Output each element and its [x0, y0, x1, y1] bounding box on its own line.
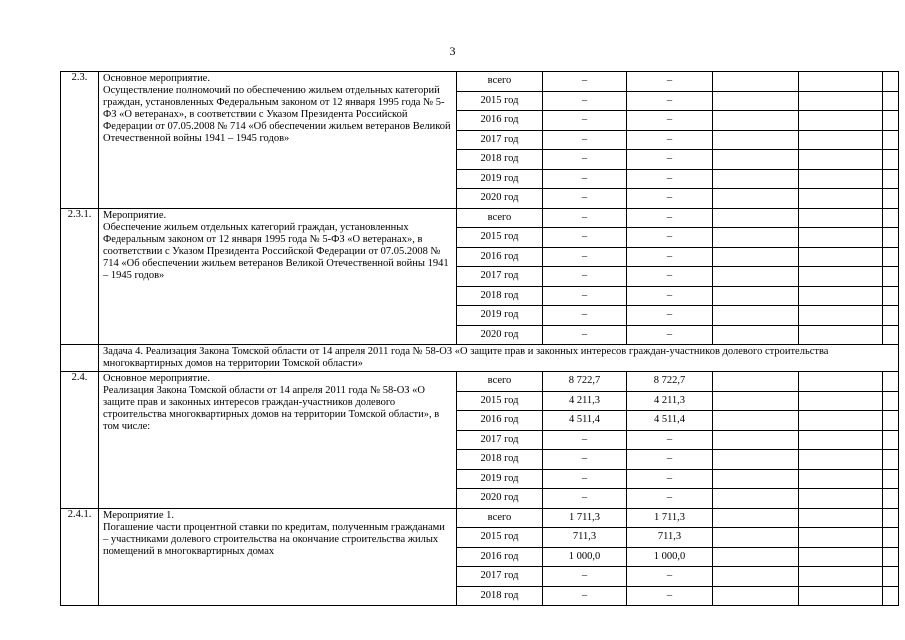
value-total: –: [543, 228, 627, 248]
empty-cell: [713, 91, 799, 111]
empty-cell: [799, 150, 883, 170]
empty-cell: [883, 567, 899, 587]
program-table: [60, 71, 899, 606]
empty-cell: [883, 430, 899, 450]
empty-cell: [799, 91, 883, 111]
table-row: [61, 72, 899, 92]
value-regional: 711,3: [627, 528, 713, 548]
value-regional: –: [627, 469, 713, 489]
value-total: –: [543, 247, 627, 267]
value-total: –: [543, 72, 627, 92]
empty-cell: [799, 586, 883, 606]
year-label: 2018 год: [457, 286, 543, 306]
value-regional: –: [627, 306, 713, 326]
year-label: 2019 год: [457, 306, 543, 326]
item-description: [99, 208, 457, 345]
value-total: 4 211,3: [543, 391, 627, 411]
value-total: –: [543, 189, 627, 209]
value-regional: 1 000,0: [627, 547, 713, 567]
empty-cell: [799, 372, 883, 392]
value-total: –: [543, 111, 627, 131]
value-total: –: [543, 306, 627, 326]
empty-cell: [883, 228, 899, 248]
empty-cell: [799, 306, 883, 326]
empty-cell: [883, 91, 899, 111]
empty-cell: [883, 72, 899, 92]
empty-cell: [883, 189, 899, 209]
empty-cell: [883, 130, 899, 150]
empty-cell: [799, 247, 883, 267]
year-label: 2017 год: [457, 130, 543, 150]
year-label: всего: [457, 72, 543, 92]
empty-cell: [883, 325, 899, 345]
value-total: –: [543, 489, 627, 509]
item-number: 2.3.1.: [61, 208, 99, 345]
empty-cell: [713, 372, 799, 392]
empty-cell: [799, 169, 883, 189]
value-total: 8 722,7: [543, 372, 627, 392]
year-label: 2018 год: [457, 586, 543, 606]
value-total: –: [543, 430, 627, 450]
value-regional: –: [627, 228, 713, 248]
empty-cell: [713, 208, 799, 228]
year-label: 2019 год: [457, 469, 543, 489]
year-label: 2016 год: [457, 411, 543, 431]
item-number: 2.4.1.: [61, 508, 99, 606]
year-label: всего: [457, 208, 543, 228]
empty-cell: [799, 286, 883, 306]
empty-cell: [713, 489, 799, 509]
value-total: –: [543, 586, 627, 606]
empty-cell: [713, 72, 799, 92]
value-regional: 1 711,3: [627, 508, 713, 528]
value-regional: –: [627, 586, 713, 606]
value-regional: –: [627, 169, 713, 189]
empty-cell: [799, 228, 883, 248]
value-regional: –: [627, 150, 713, 170]
empty-cell: [799, 208, 883, 228]
value-total: 4 511,4: [543, 411, 627, 431]
empty-cell: [883, 489, 899, 509]
empty-cell: [883, 208, 899, 228]
item-text: Обеспечение жильем отдельных категорий граждан, установленных Федеральным законом от 12 января 1995 года № 5-ФЗ «О ветеранах», в соответствии с Указом Президента Российской Федерации от 07.05.2008 № 714 «Об обеспечении жильем ветеранов Великой Отечественной войны 1941 – 1945 годов»: [103, 221, 449, 281]
empty-cell: [713, 286, 799, 306]
empty-cell: [799, 528, 883, 548]
empty-cell: [713, 130, 799, 150]
empty-cell: [713, 391, 799, 411]
empty-cell: [883, 267, 899, 287]
empty-cell: [799, 189, 883, 209]
empty-cell: [713, 586, 799, 606]
year-label: 2016 год: [457, 247, 543, 267]
value-regional: –: [627, 430, 713, 450]
empty-cell: [883, 286, 899, 306]
value-regional: –: [627, 72, 713, 92]
value-regional: –: [627, 450, 713, 470]
empty-cell: [799, 469, 883, 489]
item-title: Основное мероприятие.: [103, 373, 210, 384]
empty-cell: [883, 528, 899, 548]
value-total: –: [543, 567, 627, 587]
table-body: [61, 72, 899, 606]
empty-cell: [713, 228, 799, 248]
value-total: 1 000,0: [543, 547, 627, 567]
item-text: Осуществление полномочий по обеспечению жильем отдельных категорий граждан, установленных Федеральным законом от 12 января 1995 года № 5-ФЗ «О ветеранах», в соответствии с Указом Президента Российской Федерации от 07.05.2008 № 714 «Об обеспечении жильем ветеранов Великой Отечественной войны 1941 – 1945 годов»: [103, 85, 451, 144]
empty-cell: [713, 528, 799, 548]
empty-cell: [883, 247, 899, 267]
empty-cell: [713, 169, 799, 189]
empty-cell: [799, 130, 883, 150]
item-text: Погашение части процентной ставки по кредитам, полученным гражданами – участниками долевого строительства на окончание строительства жилых помещений в многоквартирных домах: [103, 521, 445, 557]
value-regional: –: [627, 489, 713, 509]
value-total: –: [543, 469, 627, 489]
value-regional: –: [627, 130, 713, 150]
year-label: всего: [457, 372, 543, 392]
empty-cell: [799, 325, 883, 345]
item-text: Реализация Закона Томской области от 14 апреля 2011 года № 58-ОЗ «О защите прав и законных интересов граждан-участников долевого строительства многоквартирных домов на территории Томской области», в том числе:: [103, 385, 440, 432]
value-total: –: [543, 286, 627, 306]
empty-cell: [883, 391, 899, 411]
empty-cell: [799, 547, 883, 567]
year-label: 2015 год: [457, 528, 543, 548]
empty-cell: [799, 111, 883, 131]
item-number: 2.3.: [61, 72, 99, 209]
empty-cell: [713, 306, 799, 326]
empty-cell: [883, 508, 899, 528]
empty-cell: [883, 150, 899, 170]
empty-cell: [799, 411, 883, 431]
year-label: 2017 год: [457, 567, 543, 587]
empty-cell: [799, 391, 883, 411]
empty-cell: [713, 189, 799, 209]
empty-cell: [713, 411, 799, 431]
empty-cell: [883, 411, 899, 431]
table-row: [61, 508, 899, 528]
value-total: –: [543, 150, 627, 170]
empty-cell: [713, 267, 799, 287]
value-total: –: [543, 169, 627, 189]
empty-cell: [883, 586, 899, 606]
empty-cell: [799, 489, 883, 509]
value-total: –: [543, 208, 627, 228]
value-total: –: [543, 91, 627, 111]
item-description: [99, 372, 457, 509]
value-total: –: [543, 130, 627, 150]
item-title: Мероприятие.: [103, 209, 167, 221]
value-regional: 4 511,4: [627, 411, 713, 431]
year-label: 2015 год: [457, 391, 543, 411]
value-regional: 8 722,7: [627, 372, 713, 392]
year-label: 2020 год: [457, 325, 543, 345]
empty-cell: [713, 508, 799, 528]
year-label: 2018 год: [457, 150, 543, 170]
year-label: 2020 год: [457, 189, 543, 209]
value-total: 1 711,3: [543, 508, 627, 528]
value-regional: –: [627, 189, 713, 209]
value-regional: 4 211,3: [627, 391, 713, 411]
empty-cell: [883, 372, 899, 392]
year-label: 2018 год: [457, 450, 543, 470]
value-regional: –: [627, 267, 713, 287]
empty-cell: [799, 267, 883, 287]
empty-cell: [713, 567, 799, 587]
value-regional: –: [627, 208, 713, 228]
task-row: [61, 345, 899, 372]
year-label: 2017 год: [457, 267, 543, 287]
empty-cell: [883, 169, 899, 189]
table-row: [61, 208, 899, 228]
value-total: 711,3: [543, 528, 627, 548]
empty-cell: [799, 567, 883, 587]
year-label: 2015 год: [457, 91, 543, 111]
empty-cell: [799, 508, 883, 528]
year-label: 2019 год: [457, 169, 543, 189]
empty-cell: [883, 111, 899, 131]
empty-cell: [713, 325, 799, 345]
empty-cell: [713, 450, 799, 470]
value-regional: –: [627, 91, 713, 111]
year-label: 2016 год: [457, 111, 543, 131]
value-regional: –: [627, 325, 713, 345]
empty-cell: [799, 430, 883, 450]
task-text: Задача 4. Реализация Закона Томской области от 14 апреля 2011 года № 58-ОЗ «О защите прав и законных интересов граждан-участников долевого строительства многоквартирных домов на территории Томской области»: [99, 345, 899, 372]
empty-cell: [713, 547, 799, 567]
page-number: 3: [449, 44, 456, 58]
value-total: –: [543, 325, 627, 345]
year-label: 2016 год: [457, 547, 543, 567]
empty-cell: [713, 430, 799, 450]
value-total: –: [543, 267, 627, 287]
value-regional: –: [627, 286, 713, 306]
empty-cell: [713, 247, 799, 267]
empty-cell: [713, 469, 799, 489]
empty-cell: [799, 450, 883, 470]
value-regional: –: [627, 567, 713, 587]
empty-cell: [883, 547, 899, 567]
item-title: Мероприятие 1.: [103, 509, 175, 521]
year-label: всего: [457, 508, 543, 528]
empty-cell: [883, 469, 899, 489]
item-description: [99, 72, 457, 209]
value-regional: –: [627, 247, 713, 267]
table-row: [61, 372, 899, 392]
item-number: 2.4.: [61, 372, 99, 509]
item-description: [99, 508, 457, 606]
empty-cell: [799, 72, 883, 92]
year-label: 2015 год: [457, 228, 543, 248]
year-label: 2017 год: [457, 430, 543, 450]
empty-cell: [883, 450, 899, 470]
empty-cell: [713, 150, 799, 170]
year-label: 2020 год: [457, 489, 543, 509]
value-total: –: [543, 450, 627, 470]
value-regional: –: [627, 111, 713, 131]
empty-cell: [883, 306, 899, 326]
empty-cell: [713, 111, 799, 131]
item-title: Основное мероприятие.: [103, 73, 210, 84]
